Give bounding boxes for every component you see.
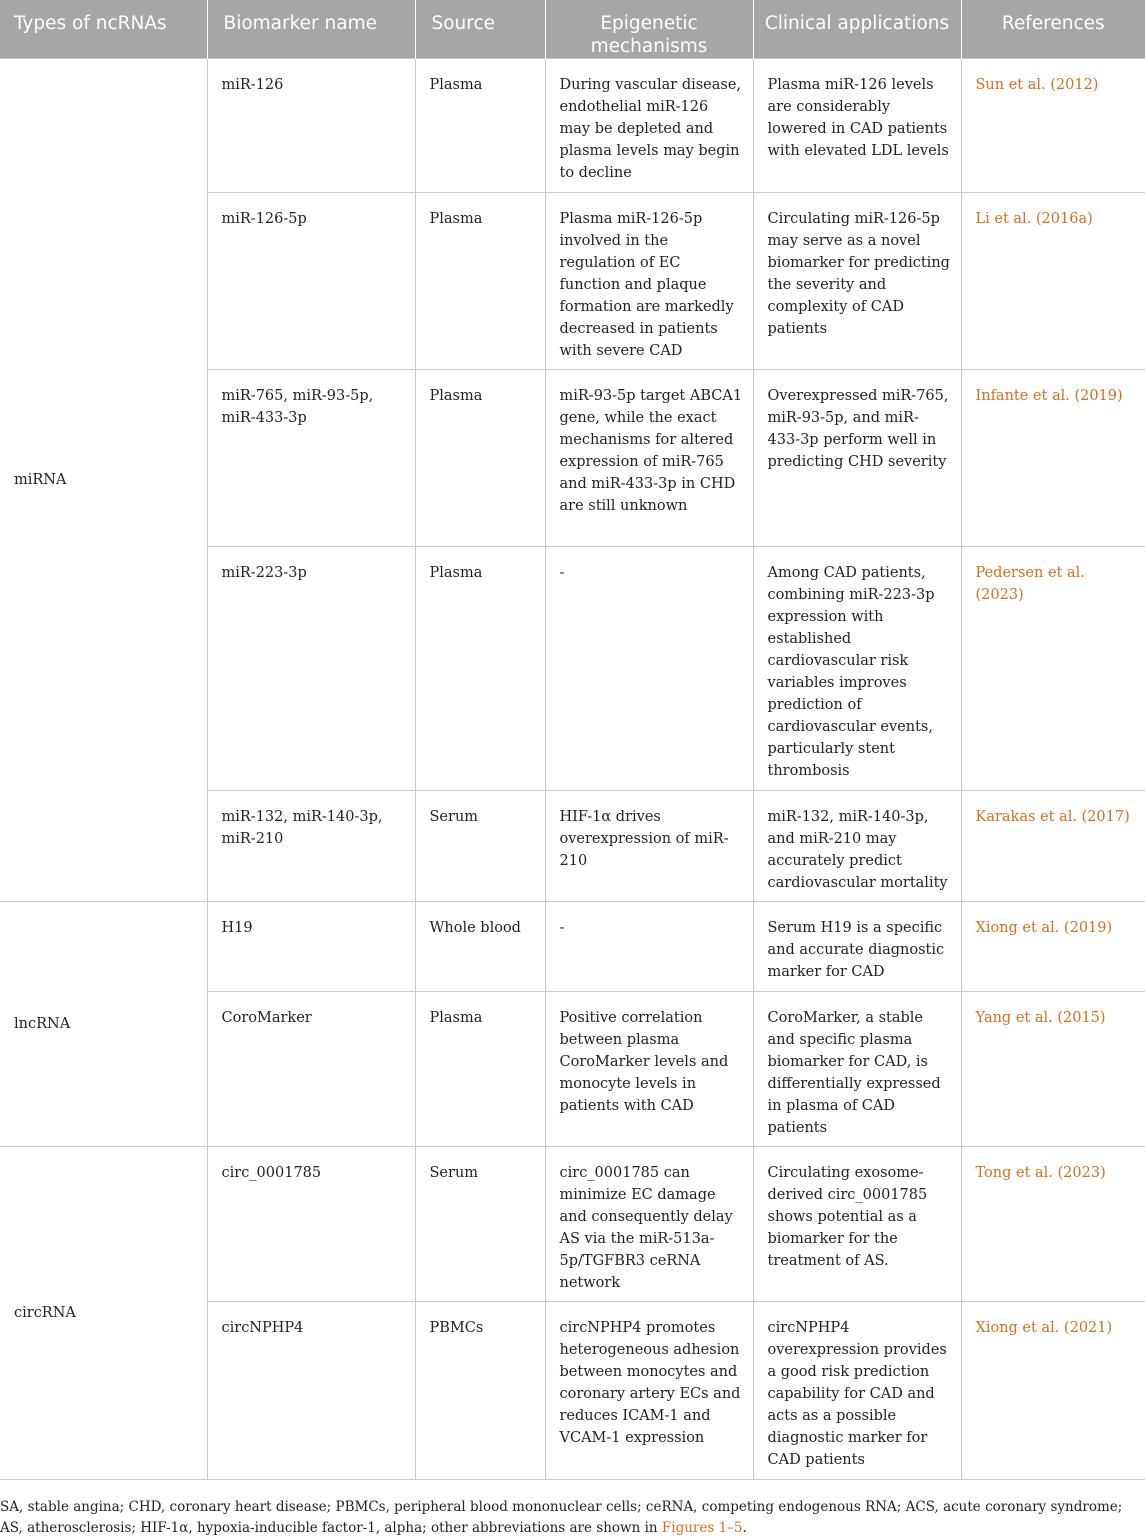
cell-clinical: CoroMarker, a stable and specific plasma biomarker for CAD, is differentially expressed in plasma of CAD patients: [753, 992, 961, 1147]
reference-link[interactable]: Xiong et al. (2019): [961, 902, 1145, 992]
cell-source: PBMCs: [415, 1302, 545, 1480]
header-biomarker-name: Biomarker name: [207, 0, 415, 59]
reference-link[interactable]: Xiong et al. (2021): [961, 1302, 1145, 1480]
cell-mechanism: miR-93-5p target ABCA1 gene, while the exact mechanisms for altered expression of miR-765 and miR-433-3p in CHD are still unknown: [545, 370, 753, 547]
cell-mechanism: circNPHP4 promotes heterogeneous adhesion between monocytes and coronary artery ECs and reduces ICAM-1 and VCAM-1 expression: [545, 1302, 753, 1480]
cell-biomarker-name: H19: [207, 902, 415, 992]
cell-mechanism: HIF-1α drives overexpression of miR-210: [545, 791, 753, 902]
cell-clinical: Among CAD patients, combining miR-223-3p expression with established cardiovascular risk variables improves prediction of cardiovascular events, particularly stent thrombosis: [753, 547, 961, 791]
cell-source: Plasma: [415, 370, 545, 547]
cell-clinical: Serum H19 is a specific and accurate diagnostic marker for CAD: [753, 902, 961, 992]
cell-biomarker-name: miR-765, miR-93-5p, miR-433-3p: [207, 370, 415, 547]
cell-biomarker-name: miR-132, miR-140-3p, miR-210: [207, 791, 415, 902]
cell-source: Plasma: [415, 992, 545, 1147]
cell-clinical: miR-132, miR-140-3p, and miR-210 may accurately predict cardiovascular mortality: [753, 791, 961, 902]
cell-mechanism: circ_0001785 can minimize EC damage and consequently delay AS via the miR-513a-5p/TGFBR3 ceRNA network: [545, 1147, 753, 1302]
group-label-mirna: miRNA: [0, 59, 207, 902]
cell-mechanism: -: [545, 902, 753, 992]
reference-link[interactable]: Karakas et al. (2017): [961, 791, 1145, 902]
reference-link[interactable]: Yang et al. (2015): [961, 992, 1145, 1147]
cell-source: Plasma: [415, 59, 545, 193]
header-clinical-applications: Clinical applications: [753, 0, 961, 59]
footnote-end: .: [742, 1520, 747, 1536]
group-label-circrna: circRNA: [0, 1147, 207, 1480]
table-row: [0, 1147, 1145, 1302]
cell-biomarker-name: miR-126: [207, 59, 415, 193]
figures-link[interactable]: Figures 1–5: [661, 1520, 743, 1536]
cell-clinical: Plasma miR-126 levels are considerably lowered in CAD patients with elevated LDL levels: [753, 59, 961, 193]
table-row: [0, 59, 1145, 193]
cell-clinical: Circulating miR-126-5p may serve as a novel biomarker for predicting the severity and complexity of CAD patients: [753, 193, 961, 370]
cell-source: Serum: [415, 791, 545, 902]
reference-link[interactable]: Sun et al. (2012): [961, 59, 1145, 193]
cell-source: Plasma: [415, 547, 545, 791]
cell-mechanism: During vascular disease, endothelial miR-126 may be depleted and plasma levels may begin to decline: [545, 59, 753, 193]
header-types: Types of ncRNAs: [0, 0, 207, 59]
cell-biomarker-name: circ_0001785: [207, 1147, 415, 1302]
table-footnote: [0, 1497, 1140, 1539]
reference-link[interactable]: Infante et al. (2019): [961, 370, 1145, 547]
cell-mechanism: Positive correlation between plasma CoroMarker levels and monocyte levels in patients with CAD: [545, 992, 753, 1147]
cell-clinical: circNPHP4 overexpression provides a good risk prediction capability for CAD and acts as a possible diagnostic marker for CAD patients: [753, 1302, 961, 1480]
cell-source: Plasma: [415, 193, 545, 370]
table-row: [0, 902, 1145, 992]
cell-biomarker-name: miR-223-3p: [207, 547, 415, 791]
header-epigenetic-mechanisms: Epigenetic mechanisms: [545, 0, 753, 59]
cell-clinical: Circulating exosome-derived circ_0001785 shows potential as a biomarker for the treatment of AS.: [753, 1147, 961, 1302]
cell-source: Serum: [415, 1147, 545, 1302]
table-header-row: [0, 0, 1145, 59]
cell-biomarker-name: miR-126-5p: [207, 193, 415, 370]
cell-biomarker-name: circNPHP4: [207, 1302, 415, 1480]
header-references: References: [961, 0, 1145, 59]
footnote-text: SA, stable angina; CHD, coronary heart disease; PBMCs, peripheral blood mononuclear cells; ceRNA, competing endogenous RNA; ACS, acute coronary syndrome; AS, atherosclerosis; HIF-1α, hypoxia-inducible factor-1, alpha; other abbreviations are shown in: [0, 1499, 1123, 1536]
reference-link[interactable]: Li et al. (2016a): [961, 193, 1145, 370]
header-source: Source: [415, 0, 545, 59]
cell-clinical: Overexpressed miR-765, miR-93-5p, and miR-433-3p perform well in predicting CHD severity: [753, 370, 961, 547]
reference-link[interactable]: Pedersen et al. (2023): [961, 547, 1145, 791]
cell-source: Whole blood: [415, 902, 545, 992]
reference-link[interactable]: Tong et al. (2023): [961, 1147, 1145, 1302]
cell-mechanism: -: [545, 547, 753, 791]
group-label-lncrna: lncRNA: [0, 902, 207, 1147]
cell-mechanism: Plasma miR-126-5p involved in the regulation of EC function and plaque formation are markedly decreased in patients with severe CAD: [545, 193, 753, 370]
cell-biomarker-name: CoroMarker: [207, 992, 415, 1147]
